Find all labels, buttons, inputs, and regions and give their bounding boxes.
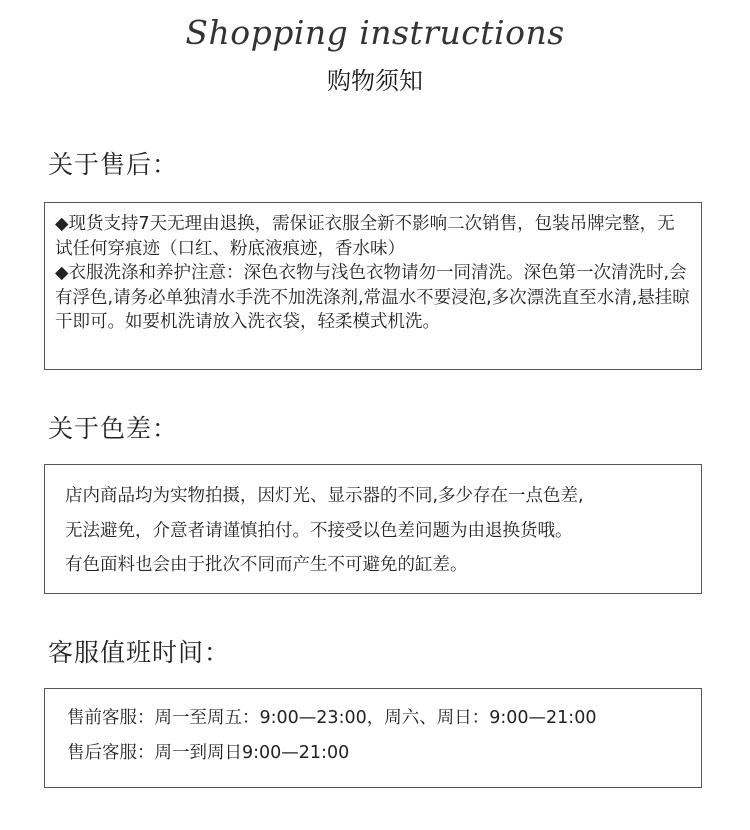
after-sales-hours: 售后客服：周一到周日9:00—21:00 [67,743,350,763]
return-policy-text: ◆现货支持7天无理由退换，需保证衣服全新不影响二次销售，包装吊牌完整，无试任何穿痕迹（口红、粉底液痕迹，香水味） [55,214,675,259]
page-title: 购物须知 [327,67,423,95]
washing-care-text: ◆衣服洗涤和养护注意：深色衣物与浅色衣物请勿一同清洗。深色第一次清洗时,会有浮色,请务必单独清水手洗不加洗涤剂,常温水不要浸泡,多次漂洗直至水清,悬挂晾干即可。如要机洗请放入洗衣袋，轻柔模式机洗。 [55,263,690,332]
page-header [0,10,750,98]
service-hours-heading: 客服值班时间： [48,638,231,667]
color-difference-box [44,464,702,594]
pre-sales-hours: 售前客服：周一至周五：9:00—23:00，周六、周日：9:00—21:00 [67,708,597,728]
color-difference-line: 店内商品均为实物拍摄，因灯光、显示器的不同,多少存在一点色差, [65,486,584,506]
after-sales-box [44,202,702,370]
script-title: Shopping instructions [185,13,565,52]
color-difference-line: 有色面料也会由于批次不同而产生不可避免的缸差。 [65,555,468,575]
color-difference-heading: 关于色差： [48,414,179,443]
color-difference-line: 无法避免，介意者请谨慎拍付。不接受以色差问题为由退换货哦。 [65,520,573,541]
after-sales-heading: 关于售后： [48,150,179,179]
service-hours-box [44,688,702,788]
